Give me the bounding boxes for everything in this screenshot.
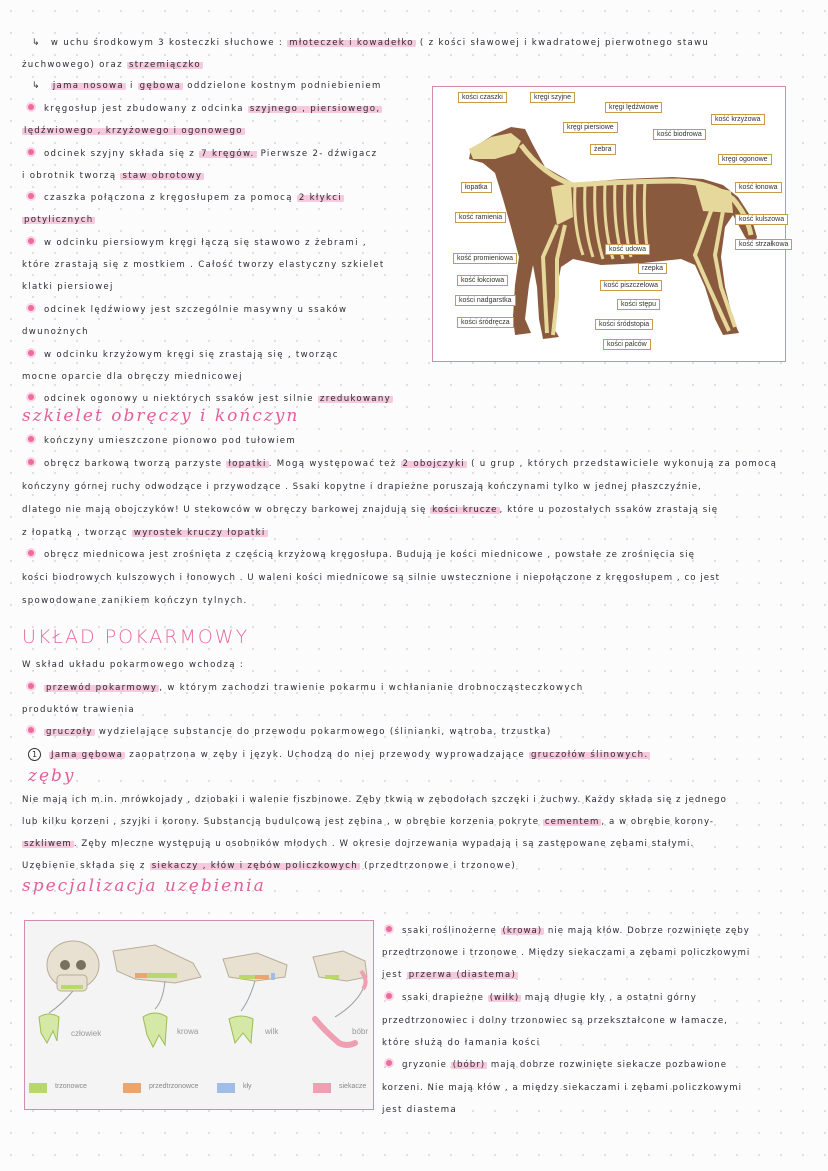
note-oral-cavity: 1 Jama gębowa zaopatrzona w zęby i język. Uchodzą do niej przewody wyprowadzające gruczołów ślinowych. — [28, 748, 650, 761]
teeth-specialization-figure — [24, 920, 374, 1110]
label-ischium: kość kulszowa — [735, 214, 788, 225]
note-caudal: odcinek ogonowy u niektórych ssaków jest silnie zredukowany — [26, 394, 393, 405]
note-line: jest przerwa (diastema) — [382, 970, 517, 980]
note-teeth-3: szkliwem . Zęby mleczne występują u osobników młodych . W okresie dojrzewania wypadają i są zastępowane zębami stałymi. — [24, 839, 695, 849]
note-herbivores: ssaki roślinożerne (krowa) nie mają kłów. Dobrze rozwinięte zęby — [384, 926, 750, 937]
label-sacrum: kość krzyżowa — [711, 114, 765, 125]
label-pubis: kość łonowa — [735, 182, 782, 193]
label-radius: kość promieniowa — [453, 253, 517, 264]
heading-teeth-specialization: specjalizacja uzębienia — [22, 876, 266, 896]
label-cervical-vertebrae: kręgi szyjne — [530, 92, 575, 103]
note-rodents: gryzonie (bóbr) mają dobrze rozwinięte siekacze pozbawione — [384, 1060, 727, 1071]
bullet-icon — [28, 727, 34, 733]
label-skull-bones: kości czaszki — [458, 92, 507, 103]
label-thoracic-vertebrae: kręgi piersiowe — [563, 122, 618, 133]
note-thoracic: w odcinku piersiowym kręgi łączą się stawowo z żebrami , — [26, 238, 367, 249]
cow-skull — [113, 945, 201, 983]
bullet-icon — [386, 1060, 392, 1066]
dog-body-shape — [469, 127, 757, 339]
note-line: które służą do łamania kości — [382, 1038, 541, 1048]
label-femur: kość udowa — [605, 244, 650, 255]
legend-swatch-canines — [217, 1083, 235, 1093]
number-one-icon: 1 — [28, 748, 41, 761]
label-ribs: żebra — [590, 144, 616, 155]
label-metacarpals: kości śródręcza — [457, 317, 514, 328]
note-line: przedtrzonowiec i dolny trzonowiec są przekształcone w łamacze, — [382, 1016, 728, 1026]
bullet-icon — [28, 459, 34, 465]
note-cervical: odcinek szyjny składa się z 7 kręgów. Pierwsze 2- dźwigacz — [26, 149, 377, 160]
legend-swatch-premolars — [123, 1083, 141, 1093]
note-limbs-vertical: kończyny umieszczone pionowo pod tułowiem — [26, 436, 296, 447]
animal-label-cow: krowa — [177, 1027, 199, 1036]
label-caudal-vertebrae: kręgi ogonowe — [718, 154, 772, 165]
note-line: które zrastają się z mostkiem . Całość tworzy elastyczny szkielet — [22, 260, 385, 270]
arrow-icon: ↳ — [32, 38, 41, 48]
legend-label-canines: kły — [243, 1083, 252, 1090]
skulls-illustration — [25, 921, 373, 1109]
legend-label-premolars: przedtrzonowce — [149, 1083, 199, 1090]
bullet-icon — [386, 993, 392, 999]
bullet-icon — [28, 550, 34, 556]
note-line: i obrotnik tworzą staw obrotowy — [22, 171, 203, 181]
note-line: produktów trawienia — [22, 705, 135, 715]
legend-swatch-incisors — [313, 1083, 331, 1093]
label-fibula: kość strzałkowa — [735, 239, 792, 250]
label-metatarsals: kości śródstopia — [595, 319, 653, 330]
note-line: korzeni. Nie mają kłów , a między siekaczami i zębami policzkowymi — [382, 1083, 743, 1093]
note-line: żuchwowego) oraz strzemiączko — [22, 60, 201, 70]
note-teeth-4: Uzębienie składa się z siekaczy , kłów i zębów policzkowych (przedtrzonowe i trzonowe) — [22, 861, 517, 871]
legend-label-incisors: siekacze — [339, 1083, 367, 1090]
note-digestive-tract: przewód pokarmowy , w którym zachodzi trawienie pokarmu i wchłanianie drobnocząsteczkowych — [26, 683, 583, 694]
bullet-icon — [28, 193, 34, 199]
note-shoulder-girdle: obręcz barkową tworzą parzyste łopatki . Mogą występować też 2 obojczyki ( u grup , których przedstawiciele wykonują za pomocą — [26, 459, 777, 470]
label-patella: rzepka — [638, 263, 667, 274]
arrow-icon: ↳ — [32, 81, 41, 91]
bullet-icon — [28, 436, 34, 442]
note-ear-bones: ↳ w uchu środkowym 3 kosteczki słuchowe : młoteczek i kowadełko ( z kości sławowej i kwadratowej pierwotnego stawu — [32, 38, 710, 48]
note-teeth-1: Nie mają ich m.in. mrówkojady , dziobaki i walenie fiszbinowe. Zęby tkwią w zębodołach szczęki i żuchwy. Każdy składa się z jednego — [22, 795, 727, 805]
note-line: dlatego nie mają obojczyków! U stekowców w obręczy barkowej znajdują się kości krucze , które u pozostałych ssaków zrastają się — [22, 505, 719, 515]
wolf-skull — [223, 953, 287, 981]
bullet-icon — [28, 350, 34, 356]
animal-label-beaver: bóbr — [352, 1027, 369, 1036]
note-sacral: w odcinku krzyżowym kręgi się zrastają się , tworząc — [26, 350, 339, 361]
note-line: lędźwiowego , krzyżowego i ogonowego — [24, 126, 243, 136]
heading-digestive-system: UKŁAD POKARMOWY — [22, 626, 250, 648]
note-carnivores: ssaki drapieżne (wilk) mają długie kły , a ostatni górny — [384, 993, 697, 1004]
label-tibia: kość piszczelowa — [600, 280, 662, 291]
human-skull — [47, 941, 99, 991]
note-line: potylicznych — [24, 215, 94, 225]
note-line: spowodowane zanikiem kończyn tylnych. — [22, 596, 248, 606]
note-skull: czaszka połączona z kręgosłupem za pomocą 2 kłykci — [26, 193, 344, 204]
legend-swatch-molars — [29, 1083, 47, 1093]
note-line: przedtrzonowe i trzonowe . Między siekaczami a zębami policzkowymi — [382, 948, 751, 958]
note-line: klatki piersiowej — [22, 282, 114, 292]
heading-teeth: zęby — [28, 766, 76, 786]
note-line: mocne oparcie dla obręczy miednicowej — [22, 372, 243, 382]
bullet-icon — [28, 104, 34, 110]
note-spine: kręgosłup jest zbudowany z odcinka szyjnego , piersiowego, — [26, 104, 382, 115]
note-line: kończyny górnej ruchy odwodzące i przywodzące . Ssaki kopytne i drapieżne poruszają kończynami tylko w jednej płaszczyźnie, — [22, 482, 702, 492]
note-digest-intro: W skład układu pokarmowego wchodzą : — [22, 660, 245, 670]
bullet-icon — [28, 394, 34, 400]
label-humerus: kość ramienia — [455, 212, 506, 223]
legend-label-molars: trzonowce — [55, 1083, 87, 1090]
note-palate: ↳ jama nosowa i gębowa oddzielone kostnym podniebieniem — [32, 81, 382, 91]
animal-label-wolf: wilk — [265, 1027, 279, 1036]
note-line: kości biodrowych kulszowych i łonowych . U waleni kości miednicowe są silnie uwstecznione i niepołączone z kręgosłupem , co jest — [22, 573, 721, 583]
note-line: jest diastema — [382, 1105, 458, 1115]
heading-limbs: szkielet obręczy i kończyn — [22, 406, 300, 426]
note-lumbar: odcinek lędźwiowy jest szczególnie masywny u ssaków — [26, 305, 347, 316]
pointer-lines — [49, 981, 363, 1017]
label-carpals: kości nadgarstka — [455, 295, 516, 306]
bullet-icon — [28, 683, 34, 689]
beaver-skull — [313, 951, 367, 989]
label-lumbar-vertebrae: kręgi lędźwiowe — [605, 102, 662, 113]
bullet-icon — [28, 238, 34, 244]
note-teeth-2: lub kilku korzeni , szyjki i korony. Substancją budulcową jest zębina , w obrębie korzenia pokryte cementem , a w obrębie korony- — [22, 817, 715, 827]
note-line: z łopatką , tworząc wyrostek kruczy łopatki — [22, 528, 266, 538]
label-phalanges: kości palców — [603, 339, 651, 350]
label-tarsals: kości stępu — [617, 299, 660, 310]
label-ulna: kość łokciowa — [457, 275, 508, 286]
note-pelvic-girdle: obręcz miednicowa jest zrośnięta z częścią krzyżową kręgosłupa. Budują je kości miednicowe , powstałe ze zrośnięcia się — [26, 550, 695, 561]
dog-skeleton-figure — [432, 86, 789, 362]
label-ilium: kość biodrowa — [653, 129, 706, 140]
note-glands: gruczoły wydzielające substancje do przewodu pokarmowego (ślinianki, wątroba, trzustka) — [26, 727, 551, 738]
bullet-icon — [28, 305, 34, 311]
note-line: dwunożnych — [22, 327, 89, 337]
label-scapula: łopatka — [461, 182, 492, 193]
bullet-icon — [386, 926, 392, 932]
bullet-icon — [28, 149, 34, 155]
animal-label-human: człowiek — [71, 1029, 102, 1038]
